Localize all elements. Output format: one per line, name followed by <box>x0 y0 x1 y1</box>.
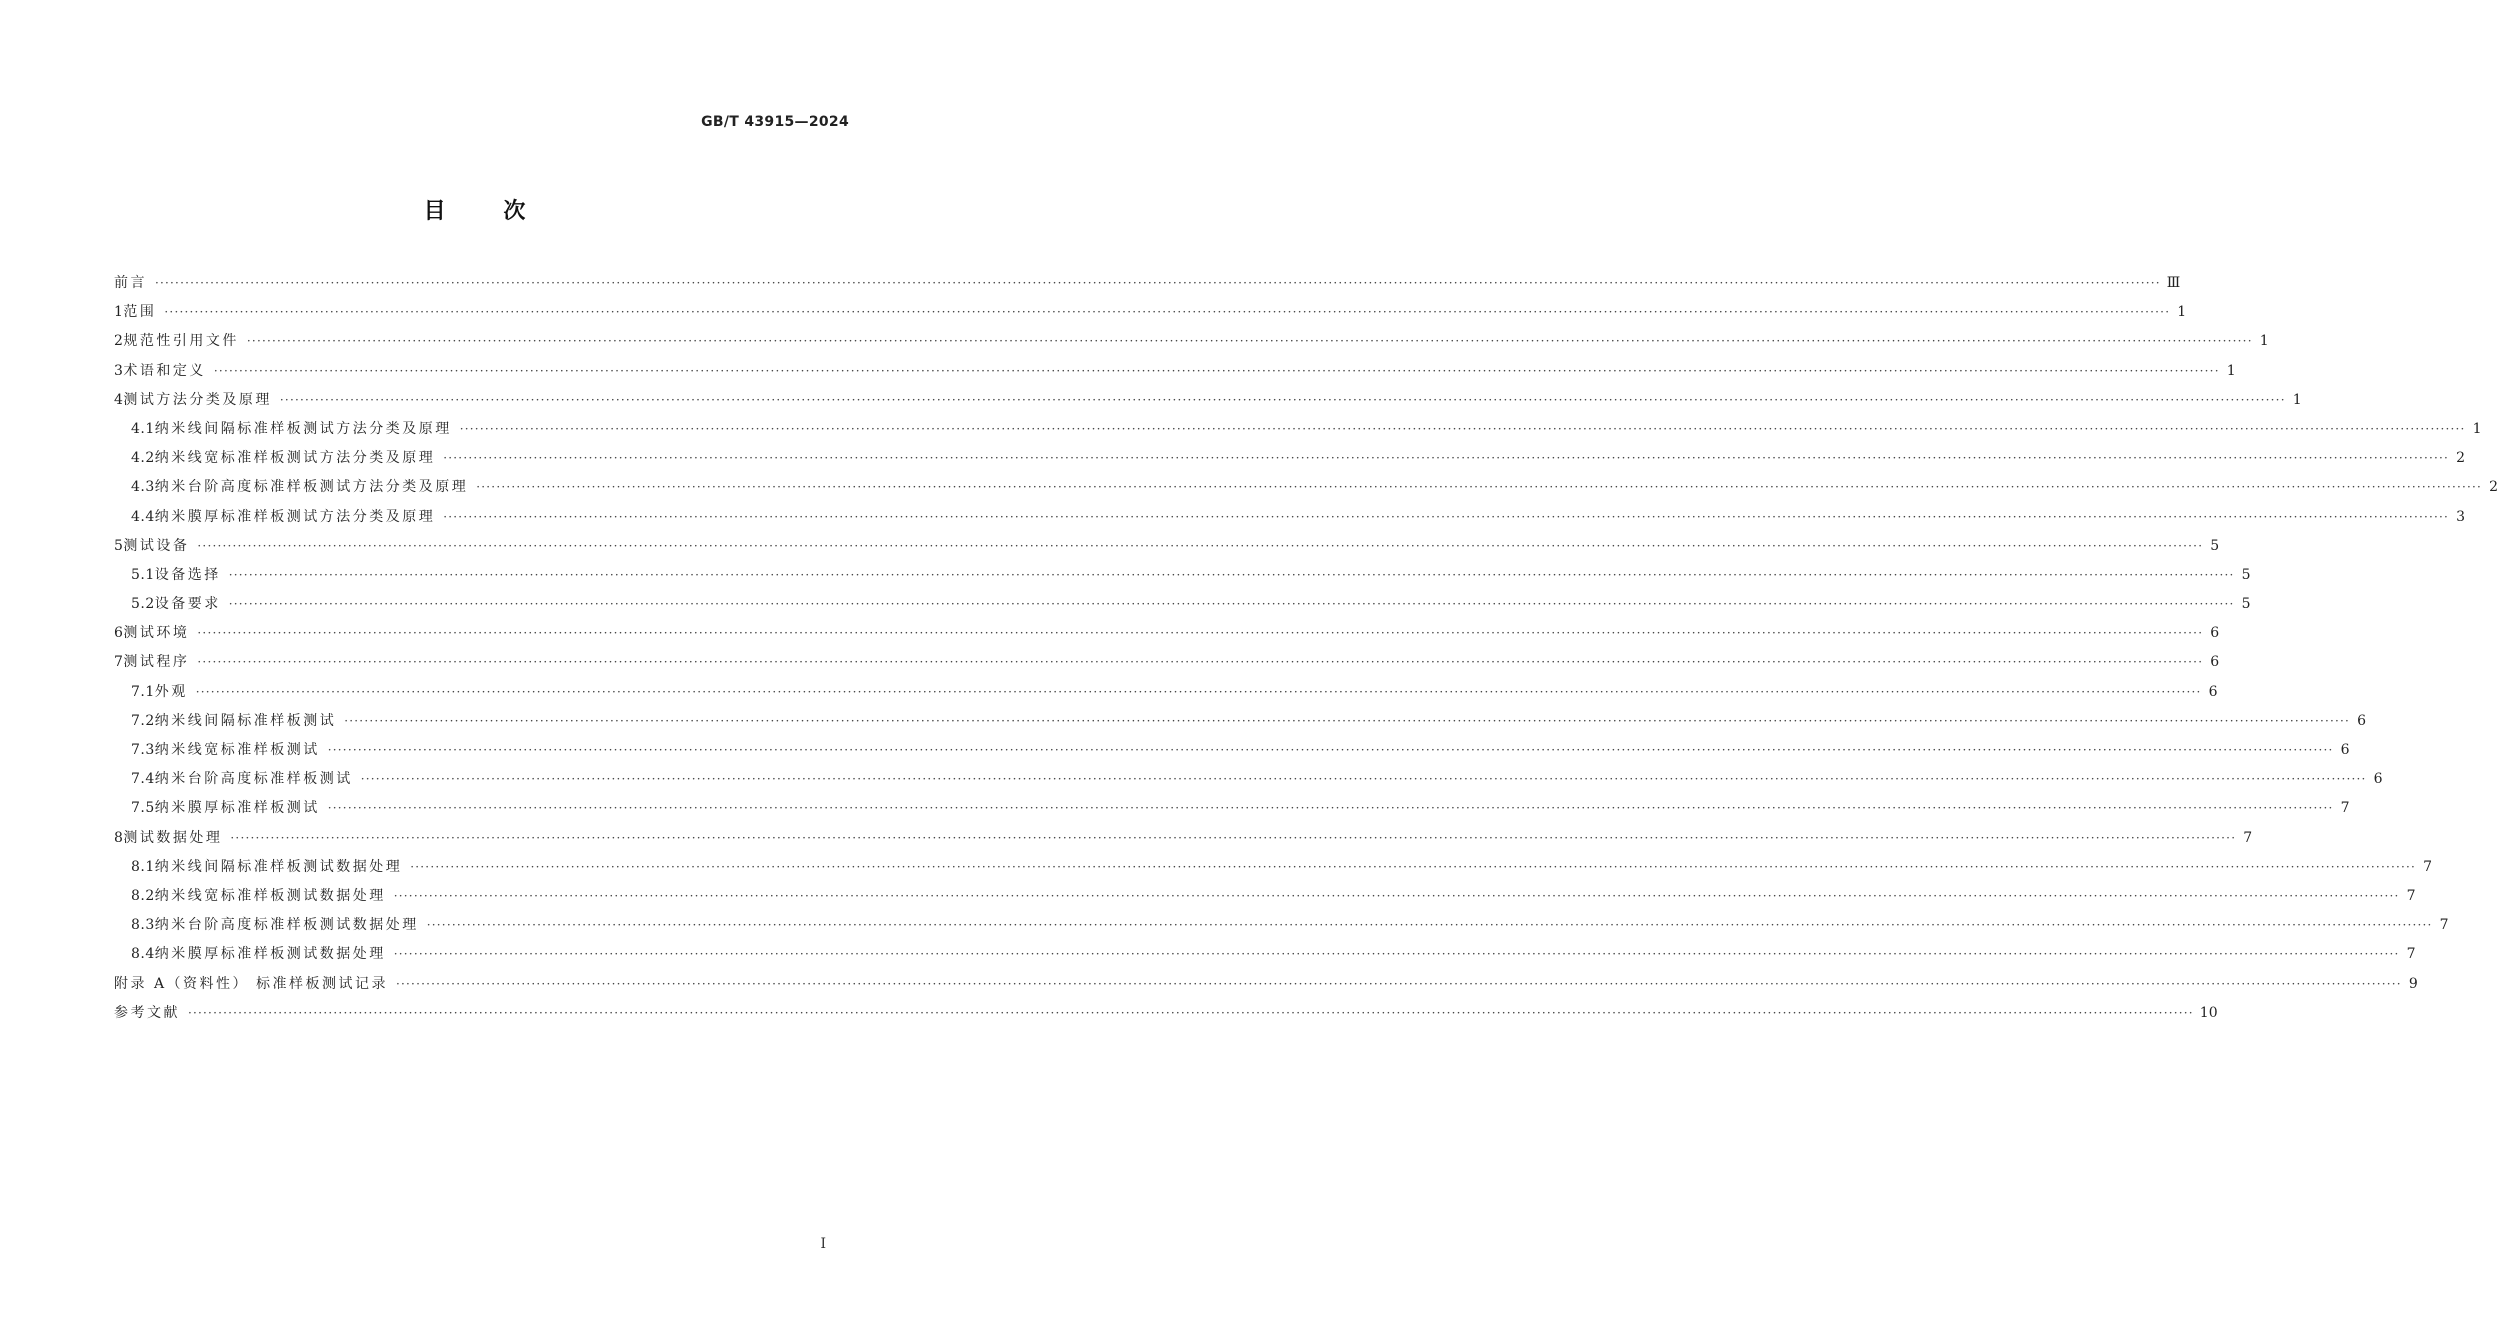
standard-number: GB/T 43915—2024 <box>701 114 849 130</box>
toc-entry-label: 纳米线间隔标准样板测试 <box>154 712 337 729</box>
toc-entry[interactable] <box>114 473 2498 502</box>
toc-entry-label: 附录 A（资料性） 标准样板测试记录 <box>114 975 389 992</box>
dot-leader: ················································································································································································································································································································································································································ <box>393 888 2400 903</box>
dot-leader: ················································································································································································································································································································································································································ <box>197 626 2204 641</box>
toc-entry-page: 6 <box>2210 625 2220 642</box>
toc-entry-label: 纳米线宽标准样板测试 <box>154 742 320 758</box>
dot-leader: ················································································································································································································································································································································································································ <box>197 538 2204 553</box>
toc-entry-label: 纳米台阶高度标准样板测试数据处理 <box>154 917 419 934</box>
toc-entry-page: 5 <box>2241 566 2251 583</box>
toc-entry[interactable] <box>114 386 2302 415</box>
toc-entry-label: 纳米线间隔标准样板测试数据处理 <box>154 858 403 875</box>
toc-entry[interactable] <box>114 327 2269 356</box>
dot-leader: ················································································································································································································································································································································································································ <box>344 713 2351 728</box>
toc-entry-number: 5 <box>114 537 124 554</box>
dot-leader: ················································································································································································································································································································································································································ <box>246 334 2253 349</box>
toc-entry-number: 6 <box>114 625 124 642</box>
toc-entry[interactable] <box>114 648 2220 677</box>
toc-entry-label: 测试数据处理 <box>123 829 223 846</box>
dot-leader: ················································································································································································································································································································································································································ <box>164 305 2171 320</box>
page-number: Ⅰ <box>820 1236 826 1252</box>
toc-entry-number: 4.2 <box>131 450 155 467</box>
toc-entry[interactable] <box>114 357 2236 386</box>
toc-entry[interactable] <box>114 444 2466 473</box>
toc-entry[interactable] <box>114 298 2187 327</box>
toc-entry[interactable] <box>114 999 2218 1028</box>
toc-entry-number: 7.5 <box>131 800 155 817</box>
toc-entry-page: 7 <box>2439 917 2449 934</box>
toc-entry-number: 3 <box>114 362 124 379</box>
toc-entry[interactable] <box>114 503 2466 532</box>
dot-leader: ················································································································································································································································································································································································································ <box>230 830 2237 845</box>
toc-entry[interactable] <box>114 853 2433 882</box>
toc-entry-number: 4 <box>114 391 124 408</box>
toc-entry-label: 纳米膜厚标准样板测试数据处理 <box>154 946 386 963</box>
toc-entry-page: 7 <box>2423 858 2433 875</box>
toc-entry-number: 4.3 <box>131 479 155 496</box>
toc-entry-label: 纳米线间隔标准样板测试方法分类及原理 <box>154 420 452 437</box>
dot-leader: ················································································································································································································································································································································································································ <box>195 684 2202 699</box>
toc-entry-label: 术语和定义 <box>123 362 206 379</box>
toc-entry-number: 4.4 <box>131 508 155 525</box>
toc-entry-number: 8.3 <box>131 917 155 934</box>
toc-entry-number: 5.1 <box>131 566 155 583</box>
page-title: 目 次 <box>423 199 527 224</box>
toc-entry[interactable] <box>114 269 2181 298</box>
toc-entry-number: 8.2 <box>131 887 155 904</box>
toc-entry-label: 测试设备 <box>123 537 190 554</box>
toc-entry-label: 测试程序 <box>123 654 190 671</box>
dot-leader: ················································································································································································································································································································································································································ <box>476 480 2483 495</box>
toc-entry-page: 6 <box>2208 683 2218 700</box>
toc-entry-number: 4.1 <box>131 420 155 437</box>
toc-entry[interactable] <box>114 882 2416 911</box>
toc-entry-label: 纳米膜厚标准样板测试 <box>154 800 320 817</box>
dot-leader: ················································································································································································································································································································································································································ <box>360 772 2367 787</box>
toc-entry-page: 6 <box>2340 742 2350 758</box>
toc-entry-label: 外观 <box>154 683 188 700</box>
toc-entry-number: 8.4 <box>131 946 155 963</box>
dot-leader: ················································································································································································································································································································································································································ <box>459 421 2466 436</box>
toc-entry-label: 测试环境 <box>123 625 190 642</box>
toc-entry[interactable] <box>114 415 2482 444</box>
toc-entry-page: Ⅲ <box>2166 275 2181 291</box>
toc-entry[interactable] <box>114 532 2220 561</box>
toc-entry-number: 7.1 <box>131 683 155 700</box>
dot-leader: ················································································································································································································································································································································································································ <box>443 451 2450 466</box>
dot-leader: ················································································································································································································································································································································································································ <box>327 743 2334 757</box>
toc-entry-number: 7.2 <box>131 712 155 729</box>
toc-entry-label: 规范性引用文件 <box>123 333 239 350</box>
toc-entry[interactable] <box>114 678 2218 707</box>
toc-entry-page: 5 <box>2210 537 2220 554</box>
dot-leader: ················································································································································································································································································································································································································ <box>213 363 2220 378</box>
toc-entry-label: 测试方法分类及原理 <box>123 391 272 408</box>
dot-leader: ················································································································································································································································································································································································································ <box>279 392 2286 407</box>
toc-entry-page: 1 <box>2177 304 2187 321</box>
toc-entry-label: 纳米线宽标准样板测试方法分类及原理 <box>154 450 436 467</box>
dot-leader: ················································································································································································································································································································································································································ <box>410 859 2417 874</box>
toc-entry-number: 7 <box>114 654 124 671</box>
toc-entry-number: 5.2 <box>131 596 155 613</box>
dot-leader: ················································································································································································································································································································································································································ <box>228 567 2235 582</box>
toc-entry-label: 设备要求 <box>154 596 221 613</box>
toc-entry-page: 2 <box>2489 479 2498 496</box>
toc-entry-label: 设备选择 <box>154 566 221 583</box>
toc-entry[interactable] <box>114 765 2383 794</box>
dot-leader: ················································································································································································································································································································································································································ <box>393 947 2400 962</box>
toc-entry-number: 8.1 <box>131 858 155 875</box>
toc-entry-label: 纳米线宽标准样板测试数据处理 <box>154 887 386 904</box>
toc-entry-page: 9 <box>2408 975 2418 992</box>
toc-entry-number: 2 <box>114 333 124 350</box>
toc-entry-page: 5 <box>2241 596 2251 613</box>
toc-entry-page: 1 <box>2259 333 2269 350</box>
toc-entry[interactable] <box>114 619 2220 648</box>
toc-entry-page: 1 <box>2292 391 2302 408</box>
toc-entry-label: 纳米台阶高度标准样板测试 <box>154 771 353 788</box>
dot-leader: ················································································································································································································································································································································································································ <box>155 276 2161 290</box>
toc-entry-page: 6 <box>2210 654 2220 671</box>
toc-entry-label: 参考文献 <box>114 1004 180 1021</box>
toc-entry-page: 10 <box>2199 1004 2218 1021</box>
toc-entry-number: 1 <box>114 304 124 321</box>
dot-leader: ················································································································································································································································································································································································································ <box>188 1005 2194 1020</box>
toc-entry-number: 8 <box>114 829 124 846</box>
toc-entry-number: 7.3 <box>131 742 155 758</box>
dot-leader: ················································································································································································································································································································································································································ <box>426 918 2433 933</box>
toc-entry-page: 7 <box>2243 829 2253 846</box>
toc-entry-page: 7 <box>2406 887 2416 904</box>
toc-entry-label: 前言 <box>114 275 147 291</box>
toc-entry[interactable] <box>114 590 2251 619</box>
dot-leader: ················································································································································································································································································································································································································ <box>197 655 2204 670</box>
toc-entry-label: 纳米膜厚标准样板测试方法分类及原理 <box>154 508 436 525</box>
dot-leader: ················································································································································································································································································································································································································ <box>396 976 2402 991</box>
toc-entry-page: 1 <box>2226 362 2236 379</box>
dot-leader: ················································································································································································································································································································································································································ <box>228 597 2235 612</box>
toc-entry[interactable] <box>114 940 2416 969</box>
toc-entry-label: 范围 <box>123 304 157 321</box>
toc-entry[interactable] <box>114 561 2251 590</box>
toc-entry-page: 2 <box>2456 450 2466 467</box>
toc-entry[interactable] <box>114 970 2418 999</box>
toc-entry[interactable] <box>114 911 2449 940</box>
table-of-contents <box>114 269 2498 1028</box>
dot-leader: ················································································································································································································································································································································································································ <box>327 801 2334 816</box>
toc-entry-number: 7.4 <box>131 771 155 788</box>
toc-entry[interactable] <box>114 824 2253 853</box>
toc-entry-page: 6 <box>2357 712 2367 729</box>
toc-entry[interactable] <box>114 707 2367 736</box>
toc-entry[interactable] <box>114 736 2350 765</box>
toc-entry[interactable] <box>114 794 2350 823</box>
toc-entry-page: 3 <box>2456 508 2466 525</box>
dot-leader: ················································································································································································································································································································································································································ <box>443 509 2450 524</box>
toc-entry-label: 纳米台阶高度标准样板测试方法分类及原理 <box>154 479 469 496</box>
toc-entry-page: 7 <box>2406 946 2416 963</box>
toc-entry-page: 7 <box>2340 800 2350 817</box>
toc-entry-page: 6 <box>2373 771 2383 788</box>
toc-entry-page: 1 <box>2472 420 2482 437</box>
